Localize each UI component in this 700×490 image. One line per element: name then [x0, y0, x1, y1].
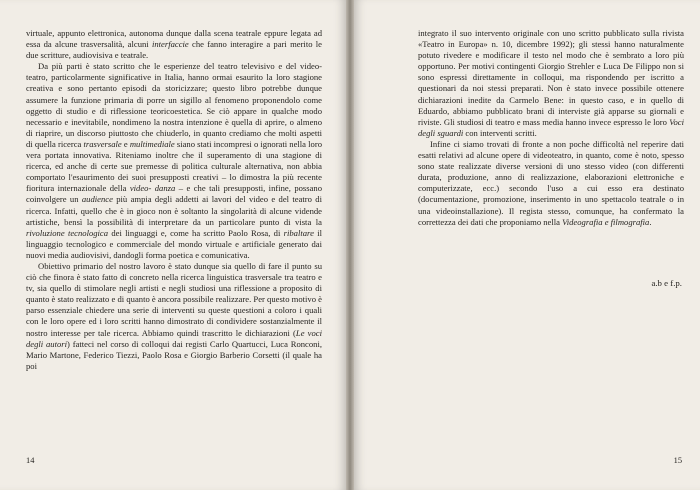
italic-text: interfaccie — [151, 39, 189, 50]
paragraph — [26, 28, 322, 61]
paragraph — [26, 261, 322, 372]
text-run: siano stati incompresi o ignorati nella loro vera portata innovativa. Riteniamo inoltre che il superamento di una stagione di ricerca, ed anche di certe sue premesse di politica culturale alternativa, non abbia comportato l'esaurimento dei suoi presupposti creativi – lo dimostra la più recente fioritura internazionale della — [26, 138, 322, 194]
text-run: più ampia degli addetti ai lavori del video e del teatro di ricerca. Infatti, quello che è in gioco non è soltanto la singolarità di alcune vidende artistiche, bensì la possibilità di interpretare da un particolare punto di vista la — [26, 194, 322, 227]
text-run: integrato il suo intervento originale con uno scritto pubblicato sulla rivista «Teatro in Europa» n. 10, dicembre 1992); gli stessi hanno naturalmente potuto rivedere e modificare il testo nel modo che è sembrato a loro più opportuno. Per motivi contingenti Giorgio Strehler e Luca De Filippo non si sono espressi direttamente in colloqui, ma rispondendo per iscritto a questionari da noi stessi preparati. Non è stato invece possibile ottenere dichiarazioni inedite da Carmelo Bene: in questo caso, e in quello di Eduardo, abbiamo pubblicato brani di interviste già apparse su giornali e riviste. Gli studiosi di teatro e mass media hanno invece espresso le loro — [418, 28, 684, 127]
italic-text: video- danza — [129, 183, 176, 194]
text-run: Infine ci siamo trovati di fronte a non poche difficoltà nel reperire dati esatti relativi ad alcune opere di videoteatro, in quanto, come è noto, spesso sono state realizzate diverse versioni di uno stesso video (con differenti durata, produzione, anno di realizzazione, elaborazioni elettroniche e computerizzate, ecc.) secondo l'uso a cui esso era destinato (documentazione, promozione, inserimento in uno spettacolo teatrale o in una videoinstallazione). Il regista stesso, comunque, ha confermato la correttezza dei dati che proponiamo nella — [418, 138, 684, 227]
left-page-number: 14 — [26, 456, 35, 465]
text-run: il linguaggio tecnologico e commerciale del mondo virtuale e artificiale generato dai nuovi media audiovisivi, dandogli forma poetica e comunicativa. — [26, 227, 322, 260]
right-page-number: 15 — [673, 456, 682, 465]
text-run: virtuale, appunto elettronica, autonoma dunque dalla scena teatrale eppure legata ad essa da alcune trasversalità, alcuni — [26, 28, 322, 50]
text-run: Obiettivo primario del nostro lavoro è stato dunque sia quello di fare il punto su ciò che finora è stato fatto di concreto nella ricerca linguistica trasversale tra teatro e tv, sia quello di stimolare negli artisti e negli studiosi una riflessione a proposito di quanto è stato realizzato e di quanto è ancora possibile realizzare. Per questo motivo è parso essenziale chiedere una serie di interventi su queste questioni a coloro i quali con le loro opere ed i loro scritti hanno dimostrato di condividere sostanzialmente il nostro interesse per tale ricerca. Abbiamo quindi trascritto le dichiarazioni ( — [26, 260, 322, 338]
right-page — [354, 0, 700, 490]
paragraph — [26, 61, 322, 261]
italic-text: Voci degli sguardi — [418, 116, 684, 138]
text-run: ) fatteci nel corso di colloqui dai registi Carlo Quartucci, Luca Ronconi, Mario Martone, Federico Tiezzi, Paolo Rosa e Giorgio Barberio Corsetti (il quale ha poi — [26, 338, 322, 371]
paragraph — [418, 28, 684, 139]
text-run: e — [121, 138, 130, 149]
text-run: Da più parti è stato scritto che le esperienze del teatro televisivo e del video-teatro, particolarmente significative in Italia, hanno ormai esaurito la loro stagione creativa e sono pertanto episodi da storicizzare; questo libro potrebbe dunque assumere la funzione primaria di porre un sigillo al fenomeno proponendolo come oggetto di studio e di riflessione teoricoestetica. Se ciò appare in qualche modo necessario e inevitabile, nondimeno la nostra intenzione è quella di aprire, o almeno di riaprire, un discorso piuttosto che chiuderlo, in quanto crediamo che molti aspetti di quella ricerca — [26, 61, 322, 149]
italic-text: multimediale — [129, 138, 175, 149]
italic-text: trasversale — [83, 138, 122, 149]
italic-text: ribaltare — [283, 227, 314, 238]
text-run: . — [649, 216, 652, 227]
book-gutter — [346, 0, 354, 490]
left-page-text — [26, 28, 322, 372]
left-page — [0, 0, 346, 490]
right-page-text — [418, 28, 684, 228]
italic-text: Videografia e filmografia — [562, 216, 650, 227]
italic-text: audience — [81, 194, 113, 205]
italic-text: rivoluzione tecnologica — [26, 227, 109, 238]
text-run: dei linguaggi e, come ha scritto Paolo Rosa, di — [108, 227, 284, 238]
paragraph — [418, 139, 684, 228]
italic-text: Le voci degli autori — [26, 327, 322, 349]
authors-initials: a.b e f.p. — [651, 278, 682, 288]
text-run: che fanno interagire a pari merito le due scritture, audiovisiva e teatrale. — [26, 39, 323, 61]
text-run: – e che tali presupposti, infine, possano coinvolgere un — [26, 183, 323, 205]
text-run: con interventi scritti. — [463, 127, 537, 138]
